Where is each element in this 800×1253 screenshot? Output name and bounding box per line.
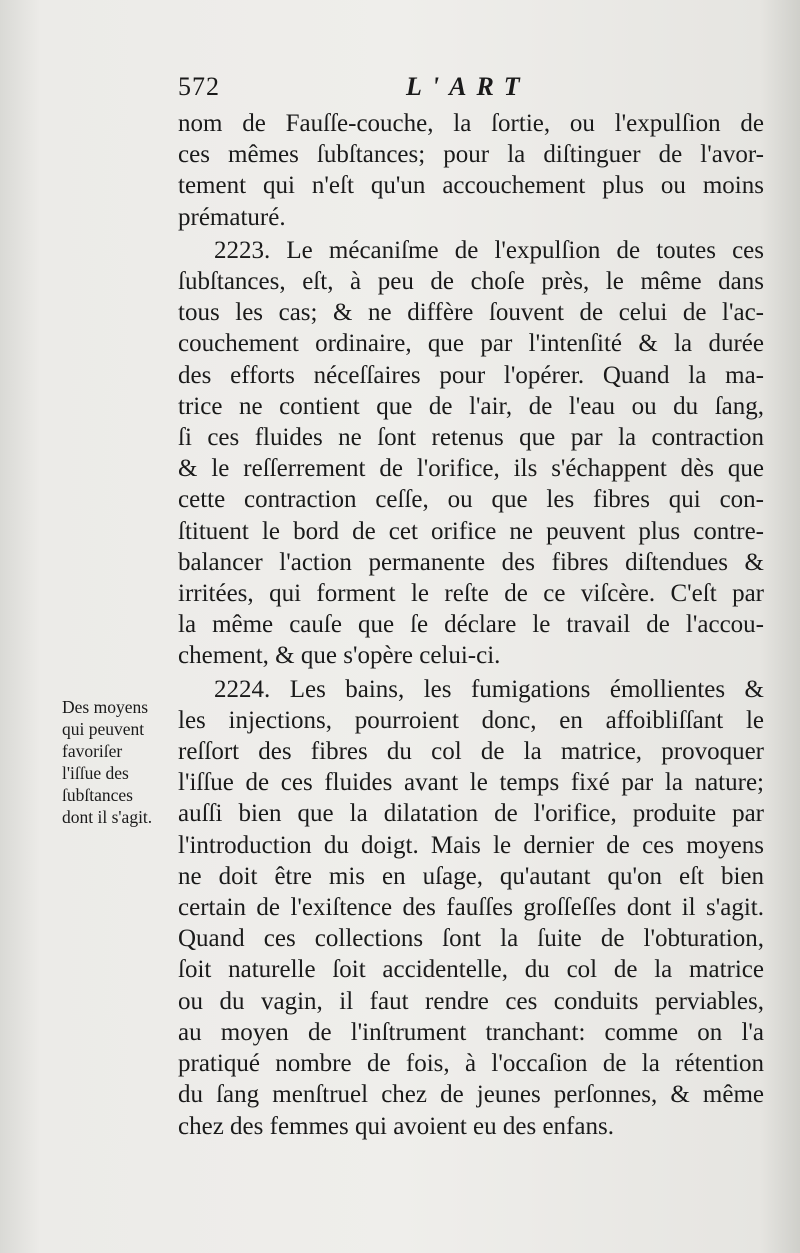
text-line: 2224. Les bains, les fumigations émollientes &	[214, 675, 764, 703]
text-line: couchement ordinaire, que par l'intenſité & la durée	[178, 330, 764, 358]
text-line: 2223. Le mécaniſme de l'expulſion de toutes ces	[214, 236, 764, 264]
page-header	[178, 72, 738, 108]
margin-note-line: ſubſtances	[62, 785, 133, 805]
paragraph-2	[178, 235, 764, 672]
text-line: trice ne contient que de l'air, de l'eau ou du ſang,	[178, 392, 764, 420]
margin-note-line: qui peuvent	[62, 719, 145, 739]
text-line: auſſi bien que la dilatation de l'orifice, produite par	[178, 800, 764, 828]
text-line: Quand ces collections ſont la ſuite de l'obturation,	[178, 925, 764, 953]
text-line: ou du vagin, il faut rendre ces conduits perviables,	[178, 987, 764, 1015]
text-line: & le reſſerrement de l'orifice, ils s'échappent dès que	[178, 455, 764, 483]
text-line: du ſang menſtruel chez de jeunes perſonnes, & même	[178, 1081, 764, 1109]
text-line: la même cauſe que ſe déclare le travail de l'accou-	[178, 611, 764, 639]
running-head: L'ART	[406, 72, 530, 101]
text-line: pratiqué nombre de fois, à l'occaſion de la rétention	[178, 1050, 764, 1078]
margin-note-line: Des moyens	[62, 697, 149, 717]
text-line: ſi ces fluides ne ſont retenus que par la contraction	[178, 424, 764, 452]
text-line: tement qui n'eſt qu'un accouchement plus ou moins	[178, 172, 764, 200]
paragraph-3	[178, 674, 764, 1142]
text-line: les injections, pourroient donc, en affoibliſſant le	[178, 706, 764, 734]
margin-note-line: dont il s'agit.	[62, 807, 153, 827]
text-line: certain de l'exiſtence des fauſſes groſſeſſes dont il s'agit.	[178, 894, 764, 922]
text-line: ſubſtances, eſt, à peu de choſe près, le même dans	[178, 268, 764, 296]
margin-note	[62, 696, 182, 828]
text-line: chez des femmes qui avoient eu des enfans.	[178, 1112, 614, 1140]
margin-note-line: l'iſſue des	[62, 763, 129, 783]
text-line: tous les cas; & ne diffère ſouvent de celui de l'ac-	[178, 299, 764, 327]
text-line: des efforts néceſſaires pour l'opérer. Quand la ma-	[178, 361, 764, 389]
text-line: ſoit naturelle ſoit accidentelle, du col de la matrice	[178, 956, 764, 984]
paragraph-1	[178, 108, 764, 233]
text-line: l'introduction du doigt. Mais le dernier de ces moyens	[178, 831, 764, 859]
text-line: ces mêmes ſubſtances; pour la diſtinguer de l'avor-	[178, 141, 764, 169]
margin-note-line: favoriſer	[62, 741, 123, 761]
text-line: nom de Fauſſe-couche, la ſortie, ou l'expulſion de	[178, 110, 764, 137]
text-line: irritées, qui forment le reſte de ce viſcère. C'eſt par	[178, 580, 764, 608]
page-number: 572	[178, 72, 220, 101]
text-line: l'iſſue de ces fluides avant le temps fixé par la nature;	[178, 769, 764, 797]
text-line: reſſort des fibres du col de la matrice, provoquer	[178, 738, 764, 766]
text-line: ne doit être mis en uſage, qu'autant qu'on eſt bien	[178, 862, 764, 890]
text-line: au moyen de l'inſtrument tranchant: comme on l'a	[178, 1018, 764, 1046]
text-line: prématuré.	[178, 203, 286, 231]
body-text	[178, 108, 764, 1142]
text-line: balancer l'action permanente des fibres diſtendues &	[178, 548, 764, 576]
text-line: cette contraction ceſſe, ou que les fibres qui con-	[178, 486, 764, 514]
text-line: chement, & que s'opère celui-ci.	[178, 642, 501, 670]
text-line: ſtituent le bord de cet orifice ne peuvent plus contre-	[178, 517, 764, 545]
